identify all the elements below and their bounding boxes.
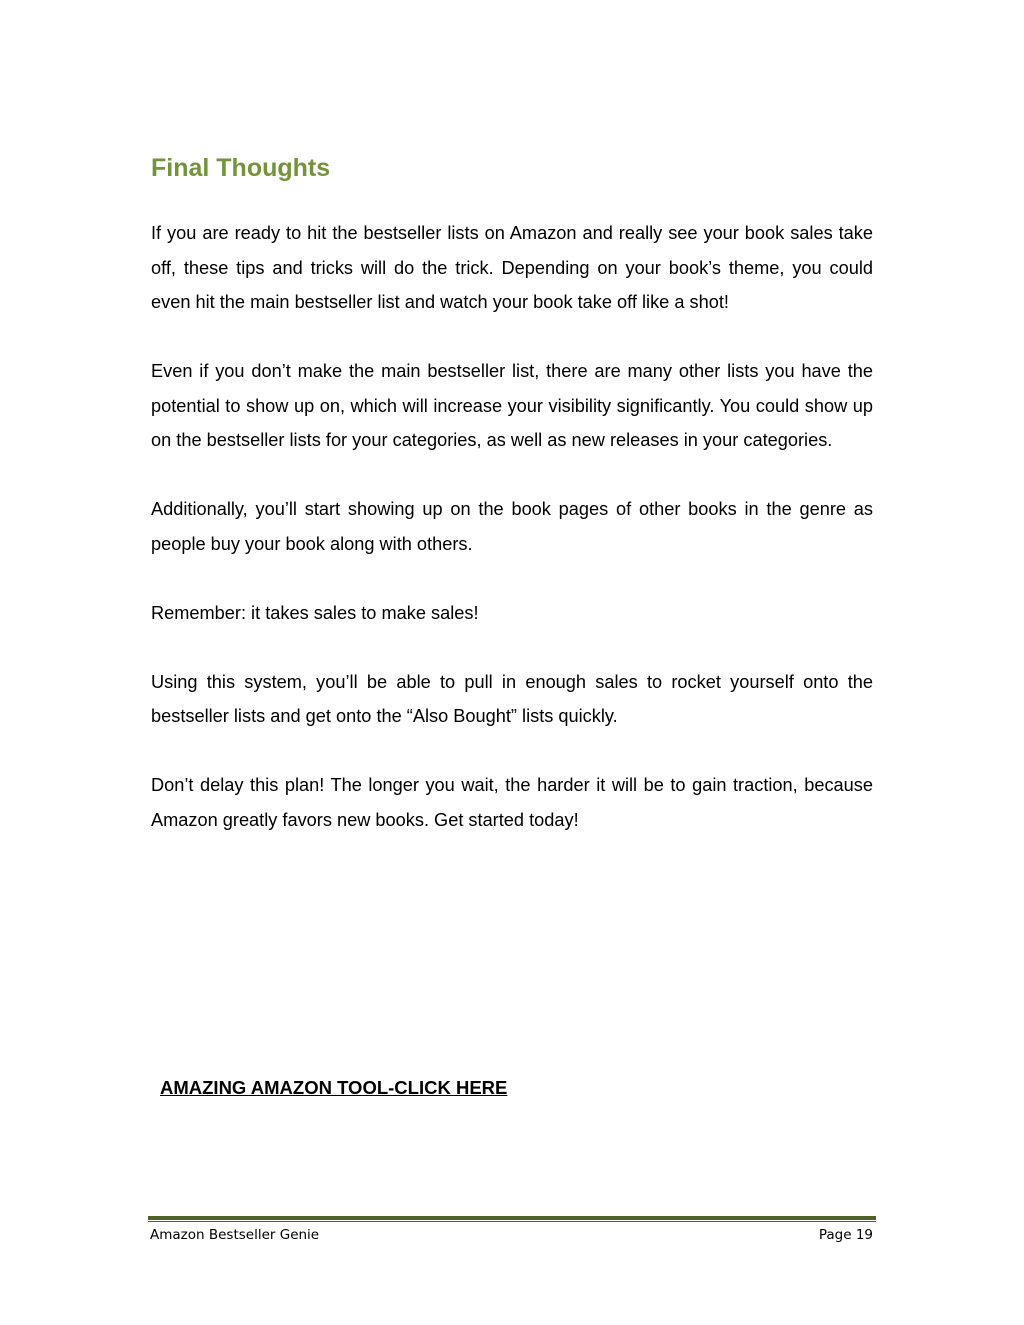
- page-title: Final Thoughts: [151, 154, 331, 182]
- paragraph-3: Additionally, you’ll start showing up on the book pages of other books in the genre as people buy your book along with others.: [151, 499, 873, 554]
- footer-rule-thin: [148, 1221, 876, 1222]
- amazon-tool-link[interactable]: AMAZING AMAZON TOOL-CLICK HERE: [160, 1077, 508, 1098]
- footer-rule: [148, 1216, 876, 1220]
- page-number: Page 19: [818, 1227, 873, 1243]
- paragraph-2: Even if you don’t make the main bestseller list, there are many other lists you have the potential to show up on, which will increase your visibility significantly. You could show up on the bestseller lists for your categories, as well as new releases in your categories.: [151, 361, 873, 450]
- footer-title: Amazon Bestseller Genie: [150, 1227, 320, 1243]
- paragraph-4: Remember: it takes sales to make sales!: [151, 602, 479, 623]
- paragraph-6: Don’t delay this plan! The longer you wait, the harder it will be to gain traction, because Amazon greatly favors new books. Get started today!: [151, 775, 873, 830]
- paragraph-1: If you are ready to hit the bestseller lists on Amazon and really see your book sales take off, these tips and tricks will do the trick. Depending on your book’s theme, you could even hit the main bestseller list and watch your book take off like a shot!: [151, 223, 873, 312]
- paragraph-5: Using this system, you’ll be able to pull in enough sales to rocket yourself onto the bestseller lists and get onto the “Also Bought” lists quickly.: [151, 671, 873, 726]
- body-text: [151, 216, 873, 872]
